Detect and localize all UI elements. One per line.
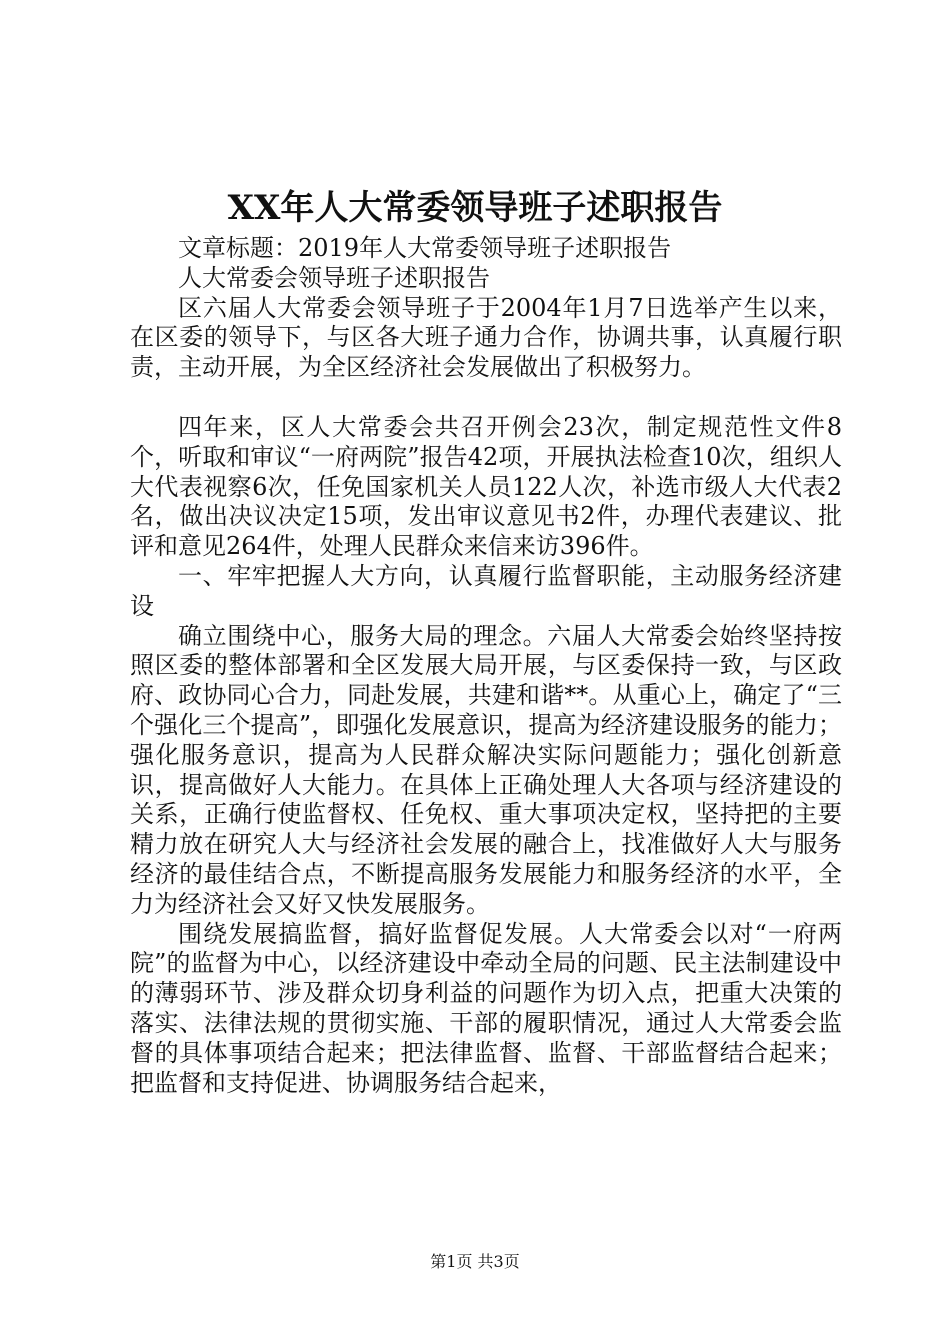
paragraph-subtitle: 人大常委会领导班子述职报告 (178, 263, 490, 292)
section-heading-1: 一、牢牢把握人大方向，认真履行监督职能，主动服务经济建设 (130, 561, 842, 620)
document-body (130, 234, 842, 1098)
paragraph-statistics: 四年来，区人大常委会共召开例会23次，制定规范性文件8个，听取和审议“一府两院”报告42项，开展执法检查10次，组织人大代表视察6次，任免国家机关人员122人次，补选市级人大代表2名，做出决议决定15项，发出审议意见书2件，办理代表建议、批评和意见264件，处理人民群众来信来访396件。 (130, 412, 842, 561)
paragraph-article-title: 文章标题：2019年人大常委领导班子述职报告 (178, 234, 672, 262)
paragraph-body: 确立围绕中心，服务大局的理念。六届人大常委会始终坚持按照区委的整体部署和全区发展大局开展，与区委保持一致，与区政府、政协同心合力，同赴发展，共建和谐**。从重心上，确定了“三个强化三个提高”，即强化发展意识，提高为经济建设服务的能力；强化服务意识，提高为人民群众解决实际问题能力；强化创新意识，提高做好人大能力。在具体上正确处理人大各项与经济建设的关系，正确行使监督权、任免权、重大事项决定权，坚持把的主要精力放在研究人大与经济社会发展的融合上，找准做好人大与服务经济的最佳结合点，不断提高服务发展能力和服务经济的水平，全力为经济社会又好又快发展服务。 (130, 621, 842, 918)
paragraph-body: 围绕发展搞监督，搞好监督促发展。人大常委会以对“一府两院”的监督为中心，以经济建设中牵动全局的问题、民主法制建设中的薄弱环节、涉及群众切身利益的问题作为切入点，把重大决策的落实、法律法规的贯彻实施、干部的履职情况，通过人大常委会监督的具体事项结合起来；把法律监督、监督、干部监督结合起来；把监督和支持促进、协调服务结合起来， (130, 919, 842, 1097)
paragraph-intro: 区六届人大常委会领导班子于2004年1月7日选举产生以来，在区委的领导下，与区各大班子通力合作，协调共事，认真履行职责，主动开展，为全区经济社会发展做出了积极努力。 (130, 293, 842, 382)
page-footer: 第1页 共3页 (430, 1252, 520, 1271)
document-title: XX年人大常委领导班子述职报告 (227, 188, 723, 228)
